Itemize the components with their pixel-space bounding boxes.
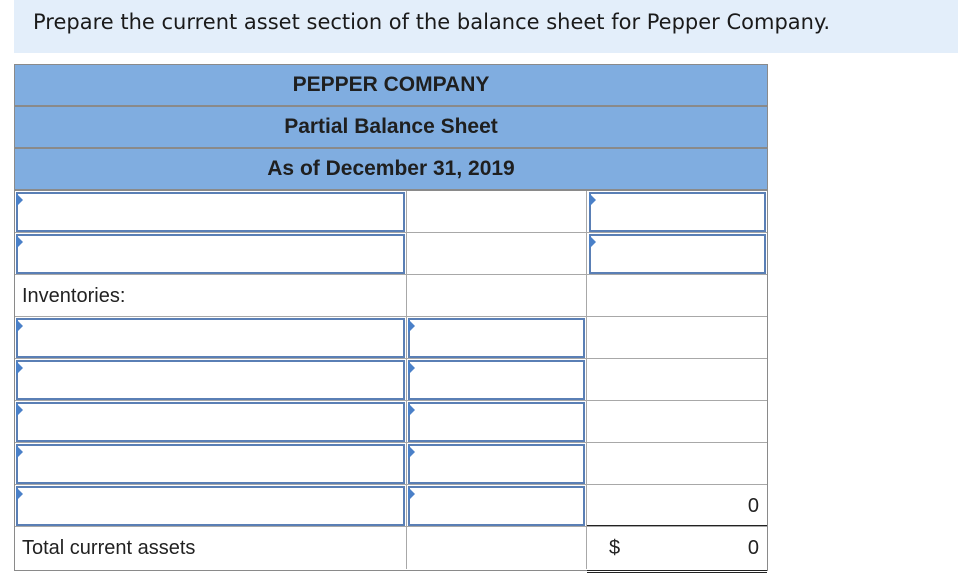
table-row: [15, 359, 767, 401]
row2-amount-input[interactable]: [589, 234, 766, 274]
dropdown-marker-icon: [16, 319, 23, 333]
row3-col1-cell: [15, 275, 407, 317]
inventory3-account-dropdown[interactable]: [16, 402, 405, 442]
question-prompt: Prepare the current asset section of the balance sheet for Pepper Company.: [14, 0, 958, 53]
company-name-header: PEPPER COMPANY: [15, 65, 767, 107]
row7-col3-cell: [587, 443, 767, 485]
inventory-total-account-dropdown[interactable]: [16, 486, 405, 526]
total-value-cell: [587, 527, 767, 569]
dropdown-marker-icon: [16, 193, 23, 207]
dropdown-marker-icon: [408, 319, 415, 333]
dropdown-marker-icon: [589, 235, 596, 249]
row3-col2-cell: [407, 275, 587, 317]
total-current-assets-label: Total current assets: [22, 537, 196, 559]
row6-col3-cell: [587, 401, 767, 443]
inventory-total-amount-input[interactable]: [408, 486, 585, 526]
subtotal-rule: [587, 525, 767, 526]
dropdown-marker-icon: [408, 403, 415, 417]
dropdown-marker-icon: [16, 235, 23, 249]
row1-amount-input[interactable]: [589, 192, 766, 232]
dropdown-marker-icon: [16, 487, 23, 501]
inventory-total-value: 0: [747, 495, 759, 517]
statement-title-header: Partial Balance Sheet: [15, 107, 767, 149]
total-col2-cell: [407, 527, 587, 569]
statement-date-header: As of December 31, 2019: [15, 149, 767, 191]
inventory2-amount-input[interactable]: [408, 360, 585, 400]
row3-col3-cell: [587, 275, 767, 317]
inventory1-account-dropdown[interactable]: [16, 318, 405, 358]
row2-account-dropdown[interactable]: [16, 234, 405, 274]
dropdown-marker-icon: [16, 445, 23, 459]
inventory1-amount-input[interactable]: [408, 318, 585, 358]
dropdown-marker-icon: [16, 361, 23, 375]
table-row: [15, 443, 767, 485]
table-row: [15, 233, 767, 275]
table-row: [15, 401, 767, 443]
table-row: [15, 527, 767, 570]
table-row: [15, 275, 767, 317]
inventory4-account-dropdown[interactable]: [16, 444, 405, 484]
inventory-total-cell: [587, 485, 767, 527]
total-current-assets-value: 0: [747, 537, 759, 559]
row4-col3-cell: [587, 317, 767, 359]
inventory4-amount-input[interactable]: [408, 444, 585, 484]
dropdown-marker-icon: [408, 487, 415, 501]
double-underline-rule: [587, 570, 767, 573]
dropdown-marker-icon: [408, 361, 415, 375]
row2-col2-cell: [407, 233, 587, 275]
inventory3-amount-input[interactable]: [408, 402, 585, 442]
dropdown-marker-icon: [589, 193, 596, 207]
table-row: [15, 485, 767, 527]
row1-account-dropdown[interactable]: [16, 192, 405, 232]
dropdown-marker-icon: [16, 403, 23, 417]
currency-symbol: $: [609, 537, 621, 559]
table-row: [15, 191, 767, 233]
inventories-label: Inventories:: [22, 285, 126, 307]
balance-sheet-table: [14, 64, 768, 571]
dropdown-marker-icon: [408, 445, 415, 459]
total-label-cell: [15, 527, 407, 569]
table-row: [15, 317, 767, 359]
row1-col2-cell: [407, 191, 587, 233]
inventory2-account-dropdown[interactable]: [16, 360, 405, 400]
row5-col3-cell: [587, 359, 767, 401]
